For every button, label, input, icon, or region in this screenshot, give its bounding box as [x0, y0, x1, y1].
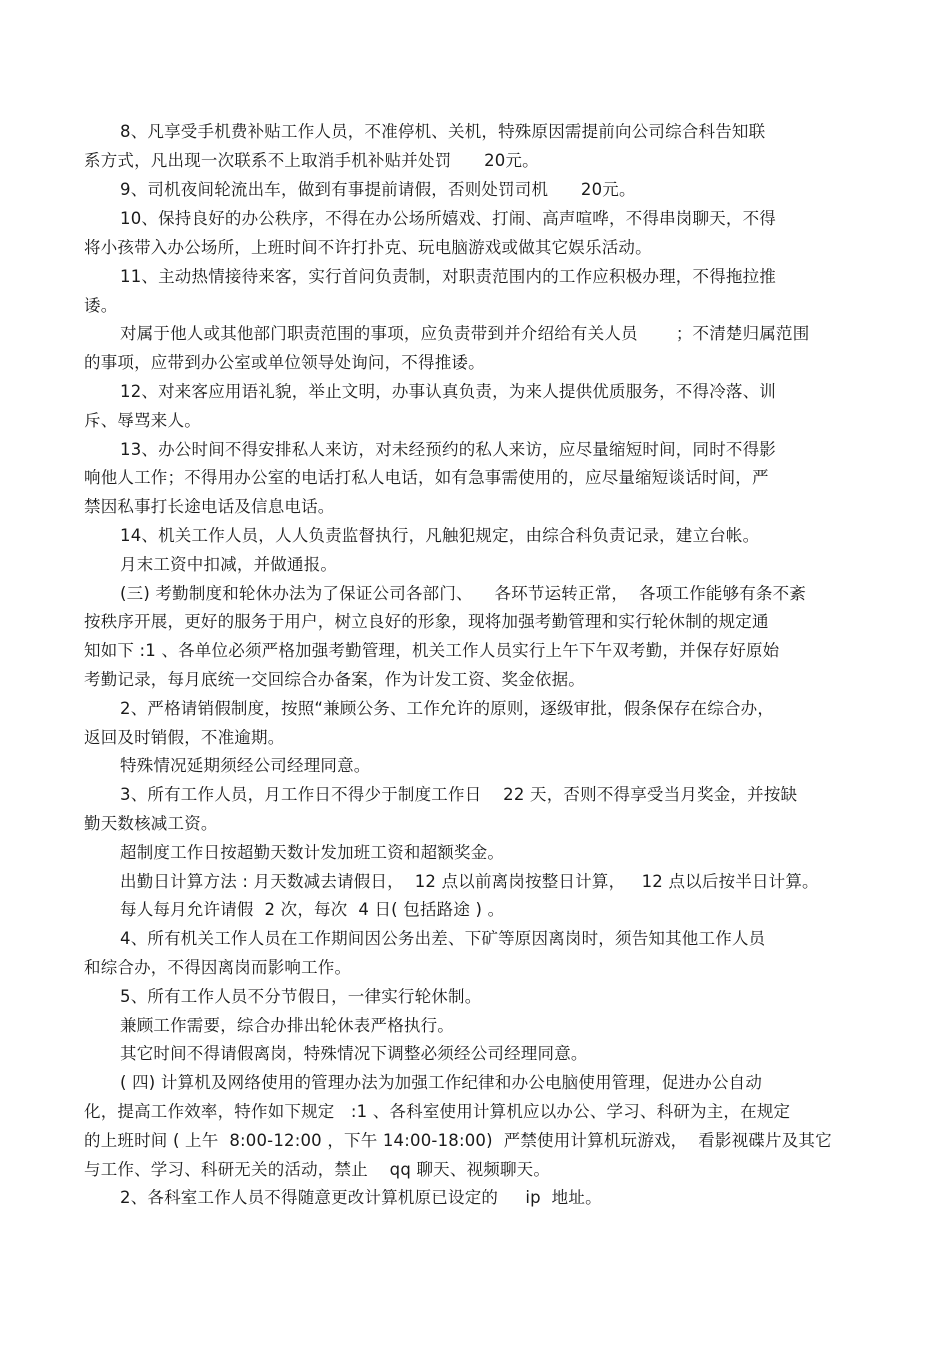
text-line: 对属于他人或其他部门职责范围的事项，应负责带到并介绍给有关人员 ；不清楚归属范围 [120, 324, 810, 343]
text-line: 3、所有工作人员，月工作日不得少于制度工作日 22 天，否则不得享受当月奖金，并按缺 [120, 785, 798, 804]
text-line: 系方式，凡出现一次联系不上取消手机补贴并处罚 20元。 [84, 151, 539, 170]
text-line: 禁因私事打长途电话及信息电话。 [84, 497, 335, 516]
text-line: 5、所有工作人员不分节假日，一律实行轮休制。 [120, 987, 482, 1006]
text-line: 2、各科室工作人员不得随意更改计算机原已设定的 ip 地址。 [120, 1188, 602, 1207]
text-line: 其它时间不得请假离岗，特殊情况下调整必须经公司经理同意。 [120, 1044, 588, 1063]
text-line: 13、办公时间不得安排私人来访，对未经预约的私人来访，应尽量缩短时间，同时不得影 [120, 440, 776, 459]
text-line: 2、严格请销假制度，按照“兼顾公务、工作允许的原则，逐级审批，假条保存在综合办， [120, 699, 775, 718]
text-line: (三) 考勤制度和轮休办法为了保证公司各部门、 各环节运转正常， 各项工作能够有条不紊 [120, 584, 806, 603]
text-line: 12、对来客应用语礼貌，举止文明，办事认真负责，为来人提供优质服务，不得冷落、训 [120, 382, 776, 401]
text-line: 11、主动热情接待来客，实行首问负责制，对职责范围内的工作应积极办理，不得拖拉推 [120, 267, 776, 286]
text-line: ( 四) 计算机及网络使用的管理办法为加强工作纪律和办公电脑使用管理，促进办公自动 [120, 1073, 763, 1092]
text-line: 9、司机夜间轮流出车，做到有事提前请假，否则处罚司机 20元。 [120, 180, 636, 199]
text-line: 斥、辱骂来人。 [84, 411, 201, 430]
text-line: 和综合办，不得因离岗而影响工作。 [84, 958, 352, 977]
text-line: 4、所有机关工作人员在工作期间因公务出差、下矿等原因离岗时，须告知其他工作人员 [120, 929, 766, 948]
text-line: 月末工资中扣减，并做通报。 [120, 555, 338, 574]
text-line: 出勤日计算方法 : 月天数减去请假日， 12 点以前离岗按整日计算， 12 点以后按半日计算。 [120, 872, 819, 891]
text-line: 按秩序开展，更好的服务于用户，树立良好的形象，现将加强考勤管理和实行轮休制的规定通 [84, 612, 769, 631]
text-line: 知如下 :1 、各单位必须严格加强考勤管理，机关工作人员实行上午下午双考勤，并保存好原始 [84, 641, 780, 660]
text-line: 的事项，应带到办公室或单位领导处询问，不得推诿。 [84, 353, 485, 372]
text-line: 10、保持良好的办公秩序，不得在办公场所嬉戏、打闹、高声喧哗，不得串岗聊天，不得 [120, 209, 776, 228]
text-line: 特殊情况延期须经公司经理同意。 [120, 756, 371, 775]
text-line: 与工作、学习、科研无关的活动，禁止 qq 聊天、视频聊天。 [84, 1160, 551, 1179]
text-line: 兼顾工作需要，综合办排出轮休表严格执行。 [120, 1016, 454, 1035]
text-line: 的上班时间 ( 上午 8:00-12:00 ，下午 14:00-18:00) 严禁使用计算机玩游戏， 看影视碟片及其它 [84, 1131, 832, 1150]
text-line: 14、机关工作人员，人人负责监督执行，凡触犯规定，由综合科负责记录，建立台帐。 [120, 526, 760, 545]
text-line: 勤天数核减工资。 [84, 814, 218, 833]
text-line: 将小孩带入办公场所，上班时间不许打扑克、玩电脑游戏或做其它娱乐活动。 [84, 238, 652, 257]
text-line: 考勤记录，每月底统一交回综合办备案，作为计发工资、奖金依据。 [84, 670, 585, 689]
text-line: 每人每月允许请假 2 次，每次 4 日( 包括路途 ) 。 [120, 900, 505, 919]
text-line: 化，提高工作效率，特作如下规定 :1 、各科室使用计算机应以办公、学习、科研为主，在规定 [84, 1102, 791, 1121]
text-line: 超制度工作日按超勤天数计发加班工资和超额奖金。 [120, 843, 505, 862]
text-line: 返回及时销假，不准逾期。 [84, 728, 285, 747]
text-line: 响他人工作；不得用办公室的电话打私人电话，如有急事需使用的，应尽量缩短谈话时间，严 [84, 468, 769, 487]
text-line: 8、凡享受手机费补贴工作人员，不准停机、关机，特殊原因需提前向公司综合科告知联 [120, 122, 766, 141]
text-line: 诿。 [84, 296, 118, 315]
